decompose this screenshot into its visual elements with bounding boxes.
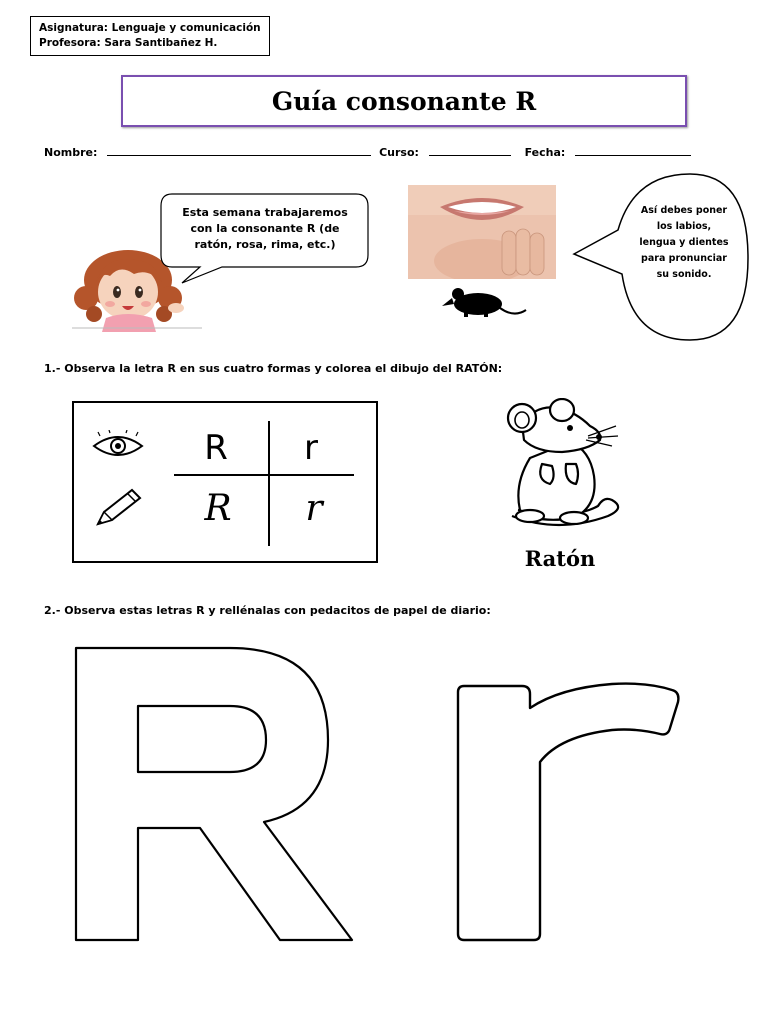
mouth-bubble-text: Así debes poner los labios, lengua y dientes para pronunciar su sonido. xyxy=(639,205,729,280)
course-field[interactable] xyxy=(429,145,511,156)
subject-box xyxy=(30,16,270,56)
name-field[interactable] xyxy=(107,145,371,156)
question-1-text: 1.- Observa la letra R en sus cuatro formas y colorea el dibujo del RATÓN: xyxy=(44,362,503,375)
question-2-text: 2.- Observa estas letras R y rellénalas con pedacitos de papel de diario: xyxy=(44,604,491,617)
name-label: Nombre: xyxy=(44,146,98,159)
outline-lowercase-r[interactable] xyxy=(450,680,686,946)
mouth-photo xyxy=(408,185,556,279)
mouse-coloring-drawing[interactable] xyxy=(478,398,628,532)
girl-bubble-text: Esta semana trabajaremos con la consonante R (de ratón, rosa, rima, etc.) xyxy=(182,206,348,251)
date-label: Fecha: xyxy=(524,146,566,159)
subject-text: Asignatura: Lenguaje y comunicación xyxy=(39,22,261,34)
title-box xyxy=(121,75,687,127)
letter-grid-lines xyxy=(72,401,378,563)
teacher-text: Profesora: Sara Santibañez H. xyxy=(39,37,218,49)
raton-label: Ratón xyxy=(524,546,596,571)
cursive-lowercase-r: r xyxy=(305,488,323,529)
page-title: Guía consonante R xyxy=(271,86,537,116)
print-uppercase-r: R xyxy=(204,428,228,468)
cursive-uppercase-r: R xyxy=(204,488,232,529)
date-field[interactable] xyxy=(575,145,691,156)
pencil-icon xyxy=(94,486,144,528)
print-lowercase-r: r xyxy=(304,428,318,468)
course-label: Curso: xyxy=(379,146,419,159)
mouse-silhouette-icon xyxy=(440,284,528,320)
outline-uppercase-r[interactable] xyxy=(66,640,358,948)
eye-icon xyxy=(90,430,146,462)
student-info-row xyxy=(44,145,734,161)
